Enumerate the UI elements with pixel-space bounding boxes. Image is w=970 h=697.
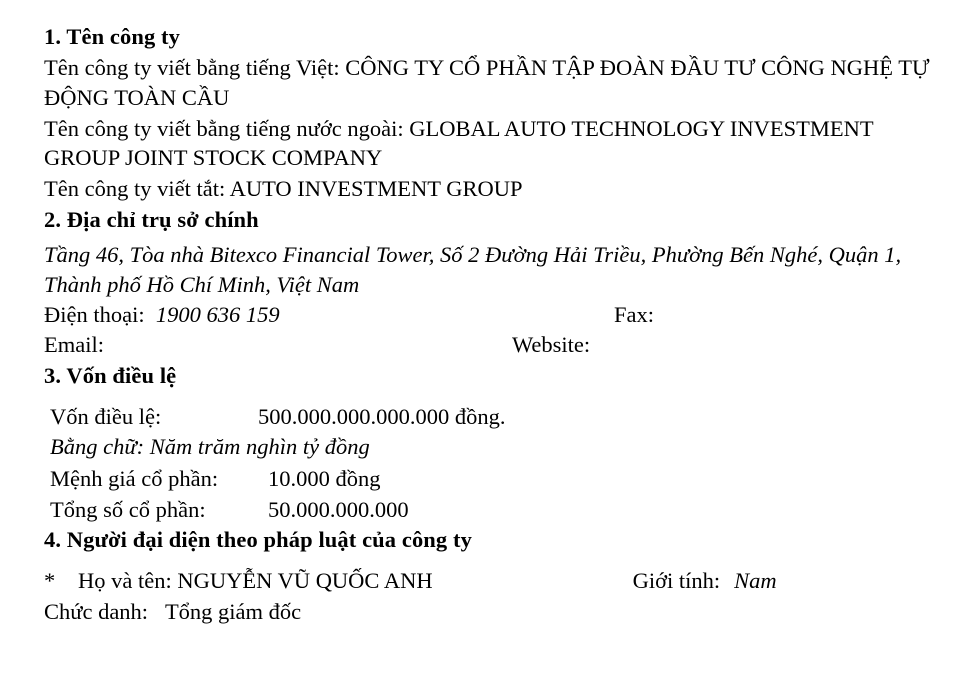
- bullet-star: *: [44, 567, 56, 593]
- par-value-label: Mệnh giá cổ phần:: [50, 465, 219, 491]
- phone-value: 1900 636 159: [155, 302, 280, 328]
- section-3-heading: 3. Vốn điều lệ: [44, 362, 177, 388]
- total-shares-value: 50.000.000.000: [268, 496, 409, 522]
- position-label: Chức danh:: [44, 598, 149, 624]
- par-value-row: [50, 463, 942, 494]
- spacer: [44, 556, 942, 565]
- phone-label: Điện thoại:: [44, 302, 145, 328]
- company-name-foreign: Tên công ty viết bằng tiếng nước ngoài: GLOBAL AUTO TECHNOLOGY INVESTMENT GROUP JOINT STOCK COMPANY: [44, 115, 874, 171]
- position-value: Tổng giám đốc: [164, 598, 302, 624]
- total-shares-label: Tổng số cổ phần:: [50, 496, 206, 522]
- representative-name: NGUYỄN VŨ QUỐC ANH: [177, 567, 433, 593]
- email-label: Email:: [44, 332, 104, 358]
- section-2-heading: 2. Địa chỉ trụ sở chính: [44, 206, 259, 232]
- fax-label: Fax:: [614, 302, 655, 328]
- total-shares-row: [50, 494, 942, 525]
- email-website-row: [44, 330, 942, 360]
- gender-label: Giới tính:: [632, 567, 721, 593]
- representative-name-label: Họ và tên:: [78, 567, 172, 593]
- company-name-vietnamese: Tên công ty viết bằng tiếng Việt: CÔNG TY CỔ PHẦN TẬP ĐOÀN ĐẦU TƯ CÔNG NGHỆ TỰ ĐỘNG TOÀN CẦU: [44, 55, 930, 110]
- position-spacer: [148, 596, 165, 627]
- section-1-heading: 1. Tên công ty: [44, 24, 180, 49]
- par-value-amount: 10.000 đồng: [268, 465, 381, 491]
- section-4-heading: 4. Người đại diện theo pháp luật của công ty: [44, 526, 472, 552]
- capital-in-words: Bằng chữ: Năm trăm nghìn tỷ đồng: [50, 433, 370, 459]
- phone-field: [44, 300, 614, 330]
- charter-capital-label: Vốn điều lệ:: [50, 403, 162, 429]
- charter-capital-value: 500.000.000.000.000 đồng.: [258, 403, 506, 429]
- spacer: [44, 392, 942, 401]
- charter-capital-row: [50, 401, 942, 432]
- representative-position-row: [44, 596, 942, 627]
- company-name-abbreviated: Tên công ty viết tắt: AUTO INVESTMENT GROUP: [44, 176, 523, 201]
- website-label: Website:: [512, 332, 591, 358]
- gender-value: Nam: [734, 567, 777, 593]
- phone-fax-row: [44, 300, 942, 330]
- capital-block: [44, 401, 942, 525]
- head-office-address: Tầng 46, Tòa nhà Bitexco Financial Tower, Số 2 Đường Hải Triều, Phường Bến Nghé, Quận 1, Thành phố Hồ Chí Minh, Việt Nam: [44, 241, 902, 297]
- representative-name-row: [44, 565, 942, 596]
